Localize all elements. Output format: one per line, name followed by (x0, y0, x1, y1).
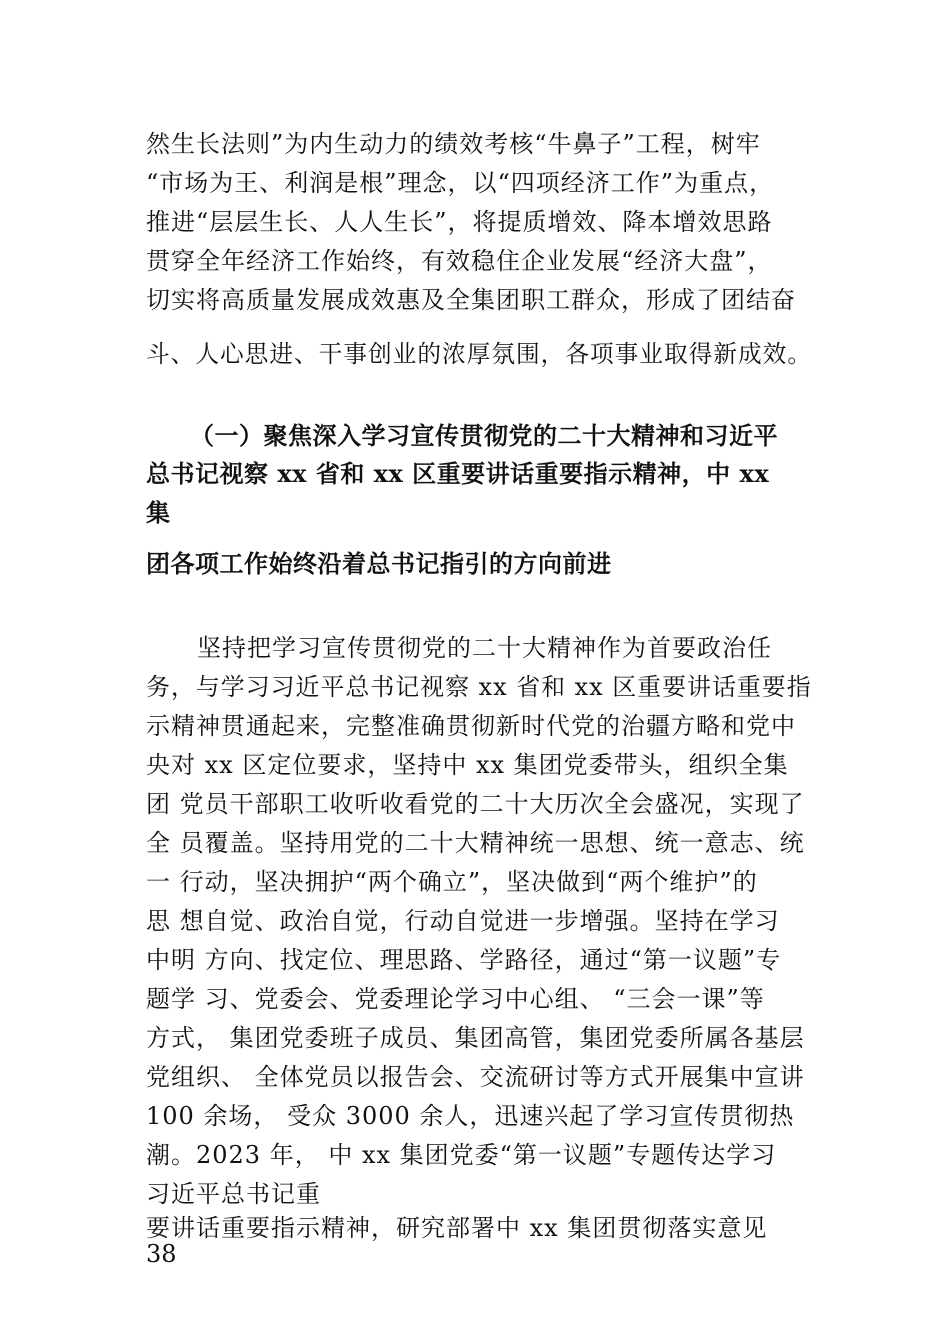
body-line: 全 员覆盖。坚持用党的二十大精神统一思想、统一意志、统 (146, 829, 805, 857)
section-heading-line: 集 (146, 498, 171, 527)
intro-line: 然生长法则”为内生动力的绩效考核“牛鼻子”工程，树牢 (146, 130, 761, 158)
body-line: 党组织、 全体党员以报告会、交流研讨等方式开展集中宣讲 (146, 1063, 805, 1091)
body-line: 潮。2023 年， 中 xx 集团党委“第一议题”专题传达学习 (146, 1141, 777, 1169)
intro-line: 推进“层层生长、人人生长”，将提质增效、降本增效思路 (146, 208, 773, 236)
body-line: 题学 习、党委会、党委理论学习中心组、 “三会一课”等 (146, 985, 765, 1013)
body-line: 务，与学习习近平总书记视察 xx 省和 xx 区重要讲话重要指 (146, 673, 812, 701)
section-heading-line: （一）聚焦深入学习宣传贯彻党的二十大精神和习近平 (190, 421, 778, 450)
intro-line: “市场为王、利润是根”理念，以“四项经济工作”为重点， (146, 169, 775, 197)
body-line: 要讲话重要指示精神，研究部署中 xx 集团贯彻落实意见 (146, 1214, 768, 1242)
intro-line: 贯穿全年经济工作始终，有效稳住企业发展“经济大盘”， (146, 247, 773, 275)
body-line: 方式， 集团党委班子成员、集团高管，集团党委所属各基层 (146, 1024, 805, 1052)
body-line: 团 党员干部职工收听收看党的二十大历次全会盛况，实现了 (146, 790, 805, 818)
body-line: 坚持把学习宣传贯彻党的二十大精神作为首要政治任 (197, 634, 772, 662)
body-line: 习近平总书记重 (146, 1180, 321, 1208)
body-line: 中明 方向、找定位、理思路、学路径，通过“第一议题”专 (146, 946, 782, 974)
body-line: 一 行动，坚决拥护“两个确立”，坚决做到“两个维护”的 (146, 868, 758, 896)
body-line: 100 余场， 受众 3000 余人，迅速兴起了学习宣传贯彻热 (146, 1102, 795, 1130)
section-heading-line: 团各项工作始终沿着总书记指引的方向前进 (146, 549, 612, 578)
body-line: 示精神贯通起来，完整准确贯彻新时代党的治疆方略和党中 (146, 712, 796, 740)
intro-line: 斗、人心思进、干事创业的浓厚氛围，各项事业取得新成效。 (146, 340, 812, 368)
intro-line: 切实将高质量发展成效惠及全集团职工群众，形成了团结奋 (146, 286, 796, 314)
body-line: 思 想自觉、政治自觉，行动自觉进一步增强。坚持在学习 (146, 907, 780, 935)
page-number: 38 (146, 1240, 177, 1268)
section-heading-line: 总书记视察 xx 省和 xx 区重要讲话重要指示精神，中 xx (146, 459, 770, 488)
body-line: 央对 xx 区定位要求，坚持中 xx 集团党委带头，组织全集 (146, 751, 789, 779)
